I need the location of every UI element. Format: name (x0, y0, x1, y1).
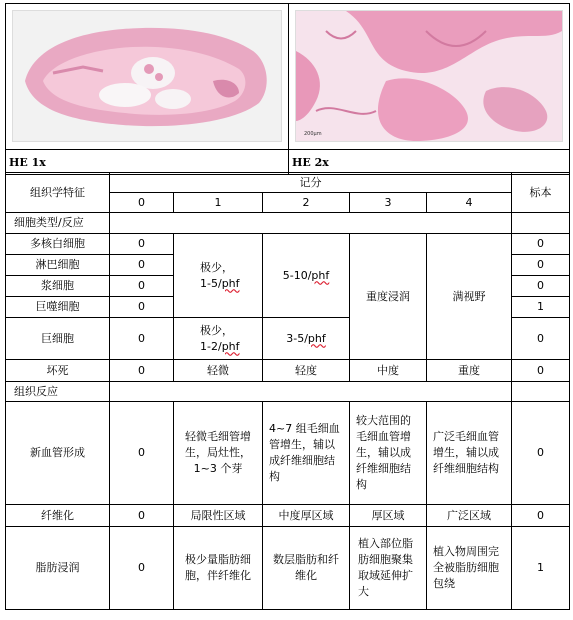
score-cell: 较大范围的毛细血管增生，辅以成纤维细胞结构 (350, 402, 427, 505)
section-spacer (110, 213, 512, 234)
score-cell: 数层脂肪和纤维化 (263, 527, 350, 610)
score-cell: 极少量脂肪细胞，伴纤维化 (174, 527, 263, 610)
score-cell (263, 234, 350, 318)
unit-label: phf (311, 268, 330, 282)
cell-line: 5-10/ (282, 268, 312, 282)
specimen-cell: 0 (512, 505, 570, 527)
section-row (6, 382, 570, 402)
he-2x-caption: HE 2x (289, 150, 570, 175)
table-row (6, 402, 570, 505)
level-0: 0 (110, 193, 174, 213)
row-label: 坏死 (6, 360, 110, 382)
row-label: 巨细胞 (6, 318, 110, 360)
cell-line: 1-2/ (200, 339, 222, 353)
score-cell: 广泛区域 (427, 505, 512, 527)
level-1: 1 (174, 193, 263, 213)
section-spacer-specimen (512, 382, 570, 402)
score-cell: 0 (110, 402, 174, 505)
table-row (6, 360, 570, 382)
row-label: 淋巴细胞 (6, 255, 110, 276)
row-label: 纤维化 (6, 505, 110, 527)
he-1x-image-cell (6, 4, 289, 150)
score-cell: 轻微毛细管增生，局灶性，1~3 个芽 (174, 402, 263, 505)
specimen-cell: 0 (512, 318, 570, 360)
score-cell: 轻度 (263, 360, 350, 382)
section-row (6, 213, 570, 234)
unit-label: phf (221, 276, 240, 290)
score-cell: 重度 (427, 360, 512, 382)
cell-line: 1-5/ (200, 276, 222, 290)
score-cell: 中度 (350, 360, 427, 382)
he-2x-image-cell (289, 4, 570, 150)
table-row (6, 505, 570, 527)
section-tissue-reaction: 组织反应 (6, 382, 110, 402)
section-spacer (110, 382, 512, 402)
score-cell: 植入物周围完全被脂肪细胞包绕 (427, 527, 512, 610)
score-cell: 0 (110, 276, 174, 297)
section-cell-type: 细胞类型/反应 (6, 213, 110, 234)
header-feature: 组织学特征 (6, 173, 110, 213)
he-1x-histology-image (12, 10, 282, 142)
score-cell: 0 (110, 297, 174, 318)
row-label: 浆细胞 (6, 276, 110, 297)
he-1x-caption: HE 1x (6, 150, 289, 175)
level-4: 4 (427, 193, 512, 213)
cell-line: 极少， (200, 260, 233, 274)
score-cell: 广泛毛细血管增生，辅以成纤维细胞结构 (427, 402, 512, 505)
score-cell: 轻微 (174, 360, 263, 382)
cell-line: 极少， (200, 323, 233, 337)
specimen-cell: 0 (512, 402, 570, 505)
histology-image-table (5, 3, 570, 175)
histology-score-table (5, 172, 570, 610)
score-cell: 厚区域 (350, 505, 427, 527)
score-cell: 0 (110, 255, 174, 276)
score-cell: 0 (110, 505, 174, 527)
header-row (6, 173, 570, 193)
score-cell: 0 (110, 234, 174, 255)
row-label: 新血管形成 (6, 402, 110, 505)
score-cell: 0 (110, 360, 174, 382)
cell-line: 3-5/ (286, 331, 308, 345)
specimen-cell: 0 (512, 276, 570, 297)
specimen-cell: 0 (512, 234, 570, 255)
score-cell: 局限性区域 (174, 505, 263, 527)
row-label: 巨噬细胞 (6, 297, 110, 318)
score-cell: 4~7 组毛细血管增生，辅以成纤维细胞结构 (263, 402, 350, 505)
score-cell: 植入部位脂肪细胞聚集取域延伸扩大 (350, 527, 427, 610)
level-2: 2 (263, 193, 350, 213)
unit-label: phf (307, 331, 326, 345)
specimen-cell: 1 (512, 527, 570, 610)
specimen-cell: 1 (512, 297, 570, 318)
specimen-cell: 0 (512, 255, 570, 276)
table-row (6, 234, 570, 255)
section-spacer-specimen (512, 213, 570, 234)
score-cell (263, 318, 350, 360)
score-cell: 0 (110, 527, 174, 610)
score-cell (174, 234, 263, 318)
score-cell: 满视野 (427, 234, 512, 360)
header-score: 记分 (110, 173, 512, 193)
row-label: 多核白细胞 (6, 234, 110, 255)
level-3: 3 (350, 193, 427, 213)
score-cell: 中度厚区域 (263, 505, 350, 527)
scale-bar-label: 200μm (304, 131, 322, 137)
specimen-cell: 0 (512, 360, 570, 382)
he-2x-histology-image (295, 10, 563, 142)
row-label: 脂肪浸润 (6, 527, 110, 610)
score-cell (174, 318, 263, 360)
header-specimen: 标本 (512, 173, 570, 213)
table-row (6, 527, 570, 610)
score-cell: 重度浸润 (350, 234, 427, 360)
score-cell: 0 (110, 318, 174, 360)
unit-label: phf (221, 339, 240, 353)
